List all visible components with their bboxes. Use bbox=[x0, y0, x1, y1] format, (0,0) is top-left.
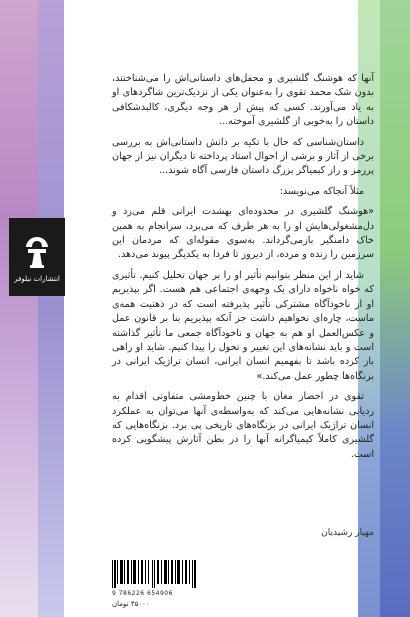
paragraph-2: داستان‌شناسی که حال با تکیه بر دانش داستانی‌اش به بررسی برخی از آثار و برشی از احوال استاد پرداخته تا دیگران نیز از جهان پررمز و راز کیمیاگر بزرگ داستان فارسی آگاه شوند... bbox=[112, 136, 374, 177]
paragraph-1: آنها که هوشنگ گلشیری و محفل‌های داستانی‌اش را می‌شناختند، بدون شک محمد تقوی را به‌عنوان یکی از نزدیک‌ترین شاگردهای او به یاد می‌آورند. کسی که پیش از هر وجه دیگری، کالبدشکافی داستان را به‌خوبی از گلشیری آموخته... bbox=[112, 73, 374, 128]
left-color-stripe-inner bbox=[38, 0, 64, 617]
back-cover-text bbox=[112, 72, 374, 468]
publisher-name: انتشارات نیلوفر bbox=[14, 275, 60, 283]
right-color-stripe-outer bbox=[380, 0, 410, 617]
paragraph-5-quote: شاید از این منظر بتوانیم تأثیر او را بر جهان تحلیل کنیم. تأثیری که خواه ناخواه دارای یک وجهه‌ی اجتماعی هم هست. اگر بپذیریم او از ناخودآگاه مشترکی تأثیر پذیرفته است که در ذهنیت همه‌ی ماست، چاره‌ای نخواهیم داشت جز آنکه بپذیریم بنا بر قانون عمل و عکس‌العمل او هم به جهان و ناخودآگاه جمعی ما تأثیر گذاشته است و باید نشانه‌های این تغییر و تحول را پیدا کنیم. شاید او راهی باز کرده باشد تا بفهمیم انسان ایرانی، انسان تراژیک ایرانی در بزنگاه‌ها چطور عمل می‌کند.» bbox=[112, 269, 374, 382]
paragraph-6: تقوی در احضار مغان با چنین خط‌ومشی متفاوتی اقدام به ردیابی نشانه‌هایی می‌کند که به‌واسطه‌ی آنها می‌توان به عملکرد انسان تراژیک ایرانی در بزنگاه‌های تاریخی پی برد. بزنگاه‌هایی که گلشیری کاملاً کیمیاگرانه آنها را در بطن آثارش پیشگویی کرده است. bbox=[112, 391, 374, 460]
blurb-author: مهیار رشیدیان bbox=[321, 528, 374, 538]
publisher-logo bbox=[9, 218, 65, 296]
price: ۳۵۰۰۰ تومان bbox=[112, 600, 150, 608]
left-color-stripe-outer bbox=[0, 0, 38, 617]
publisher-logo-icon bbox=[20, 231, 54, 271]
isbn-number: 9 786226 654906 bbox=[112, 590, 173, 597]
paragraph-3: مثلاً آنجاکه می‌نویسد: bbox=[279, 185, 364, 197]
barcode-icon bbox=[110, 560, 198, 588]
paragraph-4-quote: «هوشنگ گلشیری در محدوده‌ای بهشدت ایرانی قلم می‌زد و دل‌مشغولی‌هایش او را به هر طرف که می‌برد، سرانجام به همین خاک دامنگیر بازمی‌گرداند. به‌سوی مقوله‌ای که مردمان این سرزمین را زنده و مرده، از دیروز تا فردا به یکدیگر پیوند می‌دهد. bbox=[112, 206, 374, 261]
